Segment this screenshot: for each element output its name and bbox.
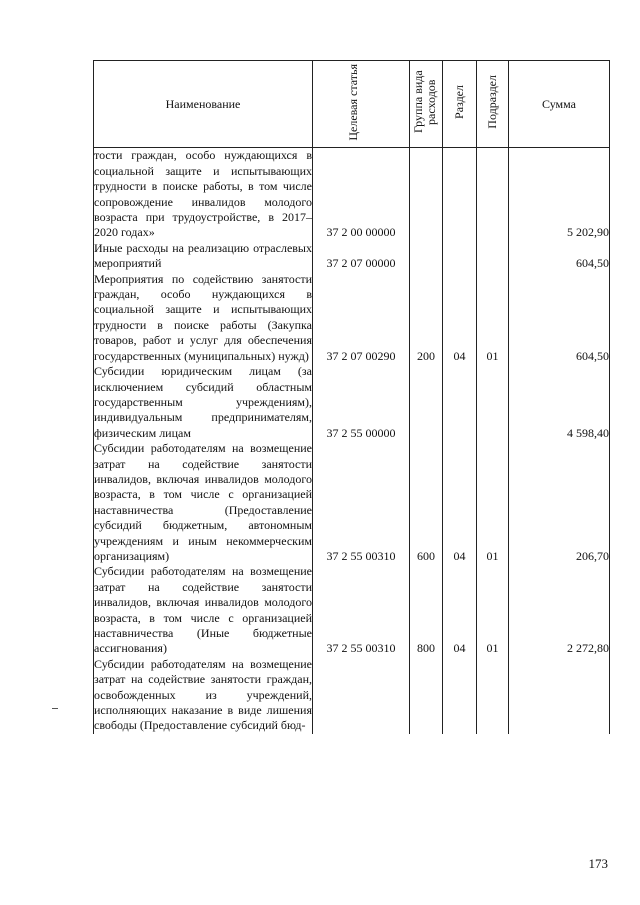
row-target: 37 2 07 00290: [313, 272, 410, 364]
row-subsection: [477, 241, 509, 272]
table-row: [94, 441, 610, 564]
row-sum: 604,50: [509, 272, 610, 364]
row-target: 37 2 55 00000: [313, 364, 410, 441]
row-group: 600: [410, 441, 443, 564]
header-subsection-text: Подраздел: [485, 75, 499, 129]
row-section: 04: [443, 272, 477, 364]
row-name: Субсидии работодателям на возмещение затрат на содействие занятости инвалидов, включая инвалидов молодого возраста, в том числе с организацией наставничества (Предоставление субсидий бюджетным, автономным учреждениям и иным некоммерческим организациям): [94, 441, 312, 563]
table-row: [94, 148, 610, 241]
row-subsection: [477, 657, 509, 734]
row-section: [443, 148, 477, 241]
row-group: 800: [410, 564, 443, 656]
row-name: Иные расходы на реализацию отраслевых мероприятий: [94, 240, 312, 271]
row-group: [410, 657, 443, 734]
header-group-text: Группа вида расходов: [411, 70, 438, 134]
row-group: [410, 364, 443, 441]
page-number: 173: [588, 856, 608, 871]
row-section: [443, 364, 477, 441]
table-row: [94, 364, 610, 441]
row-subsection: 01: [477, 441, 509, 564]
table-row: [94, 564, 610, 656]
row-target: 37 2 00 00000: [313, 148, 410, 241]
row-name: Субсидии юридическим лицам (за исключением субсидий областным государственным учреждениям), индивидуальным предпринимателям, физическим лицам: [94, 364, 312, 440]
row-name: Субсидии работодателям на возмещение затрат на содействие занятости инвалидов, включая инвалидов молодого возраста, в том числе с организацией наставничества (Иные бюджетные ассигнования): [94, 564, 312, 656]
row-group: [410, 241, 443, 272]
row-subsection: [477, 364, 509, 441]
header-name: Наименование: [94, 61, 313, 148]
header-target-text: Целевая статья: [346, 63, 360, 141]
row-name: тости граждан, особо нуждающихся в социальной защите и испытывающих трудности в поиске работы, в том числе сопровождение инвалидов молодого возраста при трудоустройстве, в 2017–2020 годах»: [94, 148, 312, 240]
row-name: Субсидии работодателям на возмещение затрат на содействие занятости граждан, освобожденных из учреждений, исполняющих наказание в виде лишения свободы (Предоставление субсидий бюд-: [94, 656, 312, 733]
table-header-row: [94, 61, 610, 148]
row-target: 37 2 55 00310: [313, 564, 410, 656]
row-sum: 5 202,90: [509, 148, 610, 241]
header-section: [443, 61, 477, 148]
row-sum: 4 598,40: [509, 364, 610, 441]
row-name: Мероприятия по содействию занятости граждан, особо нуждающихся в социальной защите и испытывающих трудности в поиске работы (Закупка товаров, работ и услуг для обеспечения государственных (муниципальных) нужд): [94, 271, 312, 363]
header-target: [313, 61, 410, 148]
row-subsection: 01: [477, 564, 509, 656]
table-row: [94, 657, 610, 734]
row-subsection: 01: [477, 272, 509, 364]
header-subsection: [477, 61, 509, 148]
row-section: 04: [443, 441, 477, 564]
table-row: [94, 272, 610, 364]
table-row: [94, 241, 610, 272]
budget-table: [93, 60, 610, 734]
row-sum: 206,70: [509, 441, 610, 564]
row-target: [313, 657, 410, 734]
margin-mark: [52, 708, 58, 709]
row-group: [410, 148, 443, 241]
row-target: 37 2 07 00000: [313, 241, 410, 272]
row-section: 04: [443, 564, 477, 656]
row-group: 200: [410, 272, 443, 364]
row-section: [443, 241, 477, 272]
row-section: [443, 657, 477, 734]
header-section-text: Раздел: [452, 85, 466, 119]
header-sum: Сумма: [509, 61, 610, 148]
row-target: 37 2 55 00310: [313, 441, 410, 564]
row-subsection: [477, 148, 509, 241]
header-group: [410, 61, 443, 148]
row-sum: 2 272,80: [509, 564, 610, 656]
row-sum: 604,50: [509, 241, 610, 272]
row-sum: [509, 657, 610, 734]
